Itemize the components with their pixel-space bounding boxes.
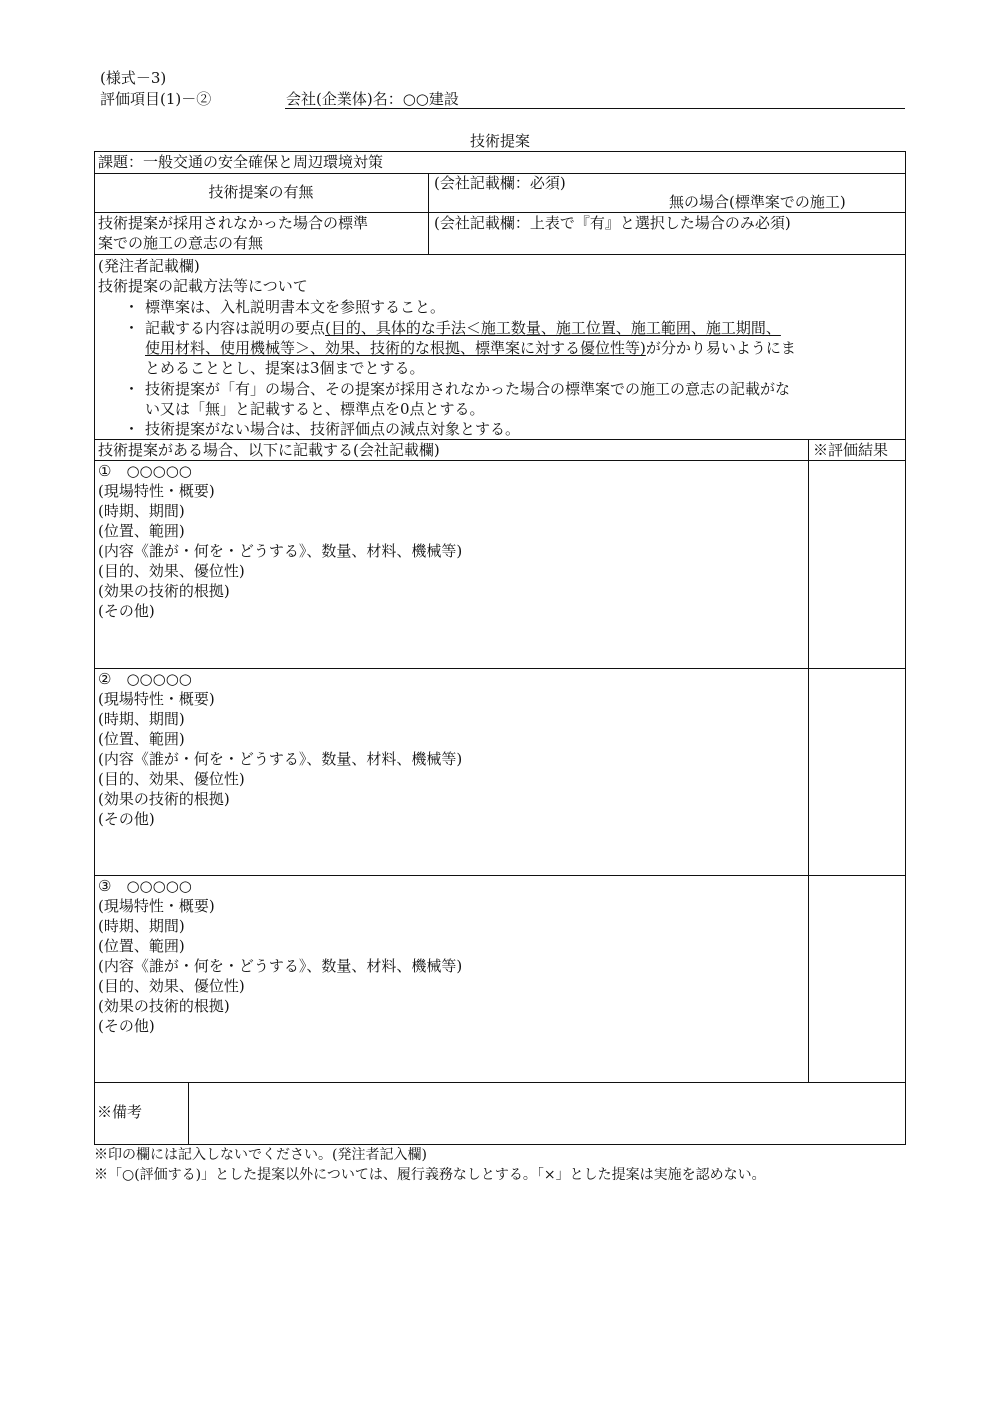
company-name-value: ○○建設: [402, 90, 459, 108]
proposal-item: (目的、効果、優位性): [98, 770, 245, 788]
proposal-item: (現場特性・概要): [98, 482, 215, 500]
proposal-item: (その他): [98, 602, 155, 620]
instruction-3-line2: い又は「無」と記載すると、標準点を0点とする。: [145, 400, 485, 418]
intent-note-field[interactable]: (会社記載欄：上表で『有』と選択した場合のみ必須): [434, 214, 791, 232]
instruction-1: 標準案は、入札説明書本文を参照すること。: [145, 298, 446, 316]
proposal-item: (その他): [98, 810, 155, 828]
row-divider: [94, 1082, 906, 1083]
proposal-item: (目的、効果、優位性): [98, 977, 245, 995]
bullet-mark: ・: [124, 380, 140, 398]
result-column-divider: [808, 439, 809, 1082]
proposal-item: (現場特性・概要): [98, 897, 215, 915]
column-divider: [428, 173, 429, 254]
instruction-2-text: 記載する内容は説明の要点: [145, 319, 326, 337]
remarks-field[interactable]: [190, 1084, 902, 1142]
bullet-mark: ・: [124, 298, 140, 316]
instructions-heading: (発注者記載欄): [98, 257, 200, 275]
instruction-2-underlined: 使用材料、使用機械等＞、効果、技術的な根拠、標準案に対する優位性等): [145, 339, 646, 357]
instruction-3-line1: 技術提案が「有」の場合、その提案が採用されなかった場合の標準案での施工の意志の記載がな: [145, 380, 791, 398]
proposals-header-label: 技術提案がある場合、以下に記載する(会社記載欄): [98, 441, 440, 459]
proposal-item: (時期、期間): [98, 917, 185, 935]
proposal-3-field[interactable]: [98, 876, 462, 1036]
company-label-text: 会社(企業体)名：: [286, 90, 403, 108]
proposal-item: (内容《誰が・何を・どうする》、数量、材料、機械等): [98, 542, 463, 560]
proposal-title: ③ ○○○○○: [98, 877, 192, 895]
footnote-2: ※「○(評価する)」とした提案以外については、履行義務なしとする。「×」とした提案は実施を認めない。: [94, 1167, 766, 1183]
instruction-2-line2: [145, 338, 796, 358]
bullet-mark: ・: [124, 319, 140, 337]
proposal-item: (内容《誰が・何を・どうする》、数量、材料、機械等): [98, 750, 463, 768]
company-name-underline: [285, 108, 905, 109]
remarks-divider: [188, 1082, 189, 1144]
proposal-title: ① ○○○○○: [98, 462, 192, 480]
proposal-item: (内容《誰が・何を・どうする》、数量、材料、機械等): [98, 957, 463, 975]
instruction-2-line3: とめることとし、提案は3個までとする。: [145, 359, 425, 377]
evaluation-item: 評価項目(1)－②: [100, 90, 212, 108]
intent-label-line1: 技術提案が採用されなかった場合の標準: [98, 214, 369, 232]
company-name-label: [286, 89, 459, 109]
proposal-2-field[interactable]: [98, 669, 462, 829]
proposal-1-field[interactable]: [98, 461, 462, 621]
proposal-item: (効果の技術的根拠): [98, 790, 230, 808]
bullet-mark: ・: [124, 420, 140, 438]
presence-note: (会社記載欄：必須): [434, 174, 566, 192]
form-number: (様式－3): [100, 69, 167, 87]
subject-text: 課題：一般交通の安全確保と周辺環境対策: [98, 153, 384, 171]
page-title: 技術提案: [469, 132, 530, 150]
proposal-item: (位置、範囲): [98, 730, 185, 748]
proposal-item: (効果の技術的根拠): [98, 582, 230, 600]
evaluation-result-header: ※評価結果: [813, 441, 889, 459]
proposal-title: ② ○○○○○: [98, 670, 192, 688]
proposal-item: (位置、範囲): [98, 937, 185, 955]
instruction-2-text: が分かり易いようにま: [645, 339, 796, 357]
proposal-item: (目的、効果、優位性): [98, 562, 245, 580]
proposal-item: (効果の技術的根拠): [98, 997, 230, 1015]
footnote-1: ※印の欄には記入しないでください。(発注者記入欄): [94, 1147, 427, 1163]
proposal-item: (時期、期間): [98, 710, 185, 728]
instruction-4: 技術提案がない場合は、技術評価点の減点対象とする。: [145, 420, 521, 438]
instruction-2-line1: [145, 318, 781, 338]
row-divider: [94, 254, 906, 255]
presence-value-field[interactable]: 無の場合(標準案での施工): [669, 193, 846, 211]
proposal-item: (現場特性・概要): [98, 690, 215, 708]
proposal-item: (その他): [98, 1017, 155, 1035]
remarks-label: ※備考: [97, 1103, 143, 1121]
intent-label-line2: 案での施工の意志の有無: [98, 234, 264, 252]
instruction-2-underlined: (目的、具体的な手法＜施工数量、施工位置、施工範囲、施工期間、: [325, 319, 781, 337]
instructions-subheading: 技術提案の記載方法等について: [98, 277, 308, 295]
proposal-item: (時期、期間): [98, 502, 185, 520]
proposal-presence-label: 技術提案の有無: [208, 183, 314, 201]
proposal-item: (位置、範囲): [98, 522, 185, 540]
